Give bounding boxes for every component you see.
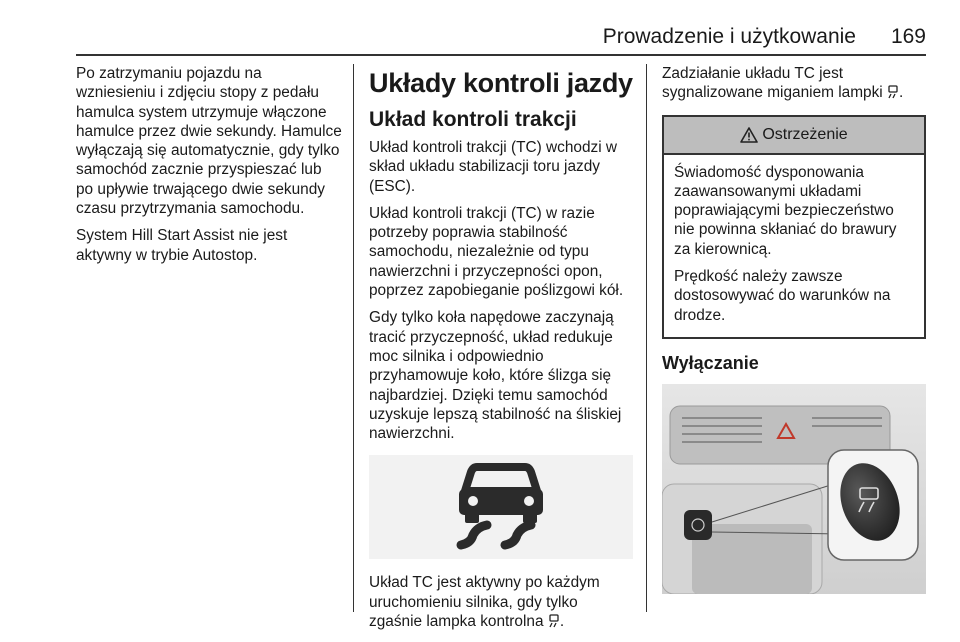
column-left [76,64,342,273]
traction-control-lamp-icon [548,614,560,628]
column-middle [369,64,635,639]
section-heading: Układy kontroli jazdy [369,68,633,98]
traction-control-lamp-icon [887,85,899,99]
warning-title: Ostrzeżenie [762,125,848,143]
paragraph: Po zatrzymaniu pojazdu na wzniesieniu i zdjęciu stopy z pedału hamulca system utrzymuje włączone hamulce przez dwie sekundy. Hamulce wyłączają się automatycznie, gdy tylko samochód zacznie przyspieszać lub po upływie trwającego dwie sekundy czasu przytrzymania samochodu. [76,65,342,218]
traction-control-icon [369,455,633,559]
paragraph [369,573,635,631]
dashboard-photo [662,384,926,594]
dashboard-tc-button-photo [662,384,926,594]
page-number: 169 [890,25,926,48]
warning-header [664,117,924,155]
warning-triangle-icon [740,127,758,143]
paragraph-text: Zadziałanie układu TC jest sygnalizowane miganiem lampki [662,65,883,102]
page-header [76,24,926,56]
paragraph: System Hill Start Assist nie jest aktywny w trybie Autostop. [76,227,288,264]
paragraph: Układ kontroli trakcji (TC) w razie potrzeby poprawia stabilność samochodu, niezależnie od typu nawierzchni i przyczepności opon, poprzez zapobieganie poślizgowi kół. [369,204,624,300]
paragraph: Świadomość dysponowania zaawansowanymi układami poprawiającymi bezpieczeństwo nie powinna skłaniać do brawury za kierownicą. [674,163,897,258]
paragraph-end: . [898,84,904,102]
column-right [662,64,926,594]
paragraph: Układ kontroli trakcji (TC) wchodzi w skład układu stabilizacji toru jazdy (ESC). [369,139,618,195]
paragraph-text: Układ TC jest aktywny po każdym uruchomieniu silnika, gdy tylko zgaśnie lampka kontrolna [369,574,600,631]
warning-box [662,115,926,339]
traction-control-figure [369,455,633,559]
subsection-heading: Wyłączanie [662,352,759,373]
column-divider [353,64,354,612]
subsection-heading: Układ kontroli trakcji [369,108,577,131]
warning-body [664,155,924,337]
paragraph: Prędkość należy zawsze dostosowywać do warunków na drodze. [674,268,891,324]
paragraph [662,64,926,103]
paragraph: Gdy tylko koła napędowe zaczynają tracić przyczepność, układ redukuje moc silnika i odpowiednio przyhamowuje koło, które ślizga się najbardziej. Dzięki temu samochód uzyskuje lepszą stabilność na śliskiej nawierzchni. [369,309,622,443]
column-divider [646,64,647,612]
header-title: Prowadzenie i użytkowanie [602,25,856,48]
paragraph-end: . [559,613,565,631]
